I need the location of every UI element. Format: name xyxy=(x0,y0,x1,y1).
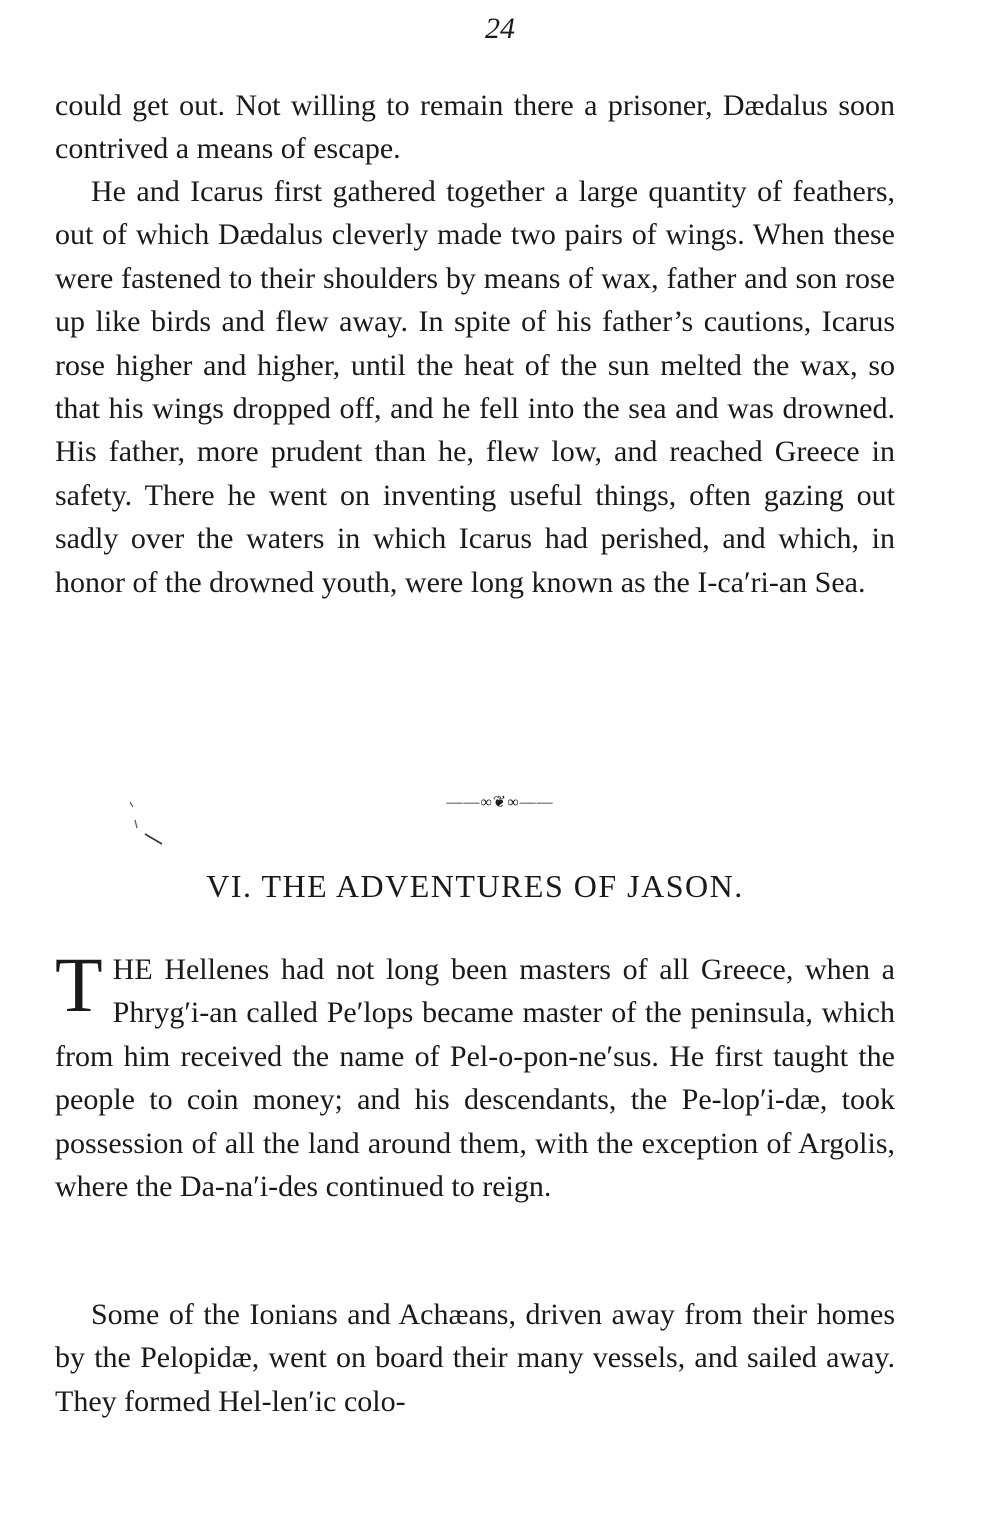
paragraph-escape-plan: could get out. Not willing to remain there a prisoner, Dædalus soon contrived a means of escape. xyxy=(55,89,895,166)
chapter-title: VI. THE ADVENTURES OF JASON. xyxy=(206,868,744,904)
section-divider-ornament xyxy=(0,792,1000,812)
paragraph-pelops xyxy=(55,941,895,1208)
paragraph-ionians: Some of the Ionians and Achæans, driven away from their homes by the Pelopidæ, went on board their many vessels, and sailed away. They formed Hel-len′ic colo- xyxy=(55,1298,895,1418)
drop-cap: T xyxy=(55,941,103,1028)
paragraph-icarus-flight: He and Icarus first gathered together a large quantity of feathers, out of which Dædalus cleverly made two pairs of wings. When these were fastened to their shoulders by means of wax, father and son rose up like birds and flew away. In spite of his father’s cautions, Icarus rose higher and higher, until the heat of the sun melted the wax, so that his wings dropped off, and he fell into the sea and was drowned. His father, more prudent than he, flew low, and reached Greece in safety. There he went on inventing useful things, often gazing out sadly over the waters in which Icarus had perished, and which, in honor of the drowned youth, were long known as the I-ca′ri-an Sea. xyxy=(55,175,895,599)
page-number: 24 xyxy=(485,12,515,45)
ornament-glyphs: ——∞❦∞—— xyxy=(446,794,554,811)
paragraph-pelops-text: HE Hellenes had not long been masters of all Greece, when a Phryg′i-an called Pe′lops became master of the peninsula, which from him received the name of Pel-o-pon-ne′sus. He first taught the people to coin money; and his descendants, the Pe-lop′i-dæ, took possession of all the land around them, with the exception of Argolis, where the Da-na′i-des continued to reign. xyxy=(55,953,895,1204)
